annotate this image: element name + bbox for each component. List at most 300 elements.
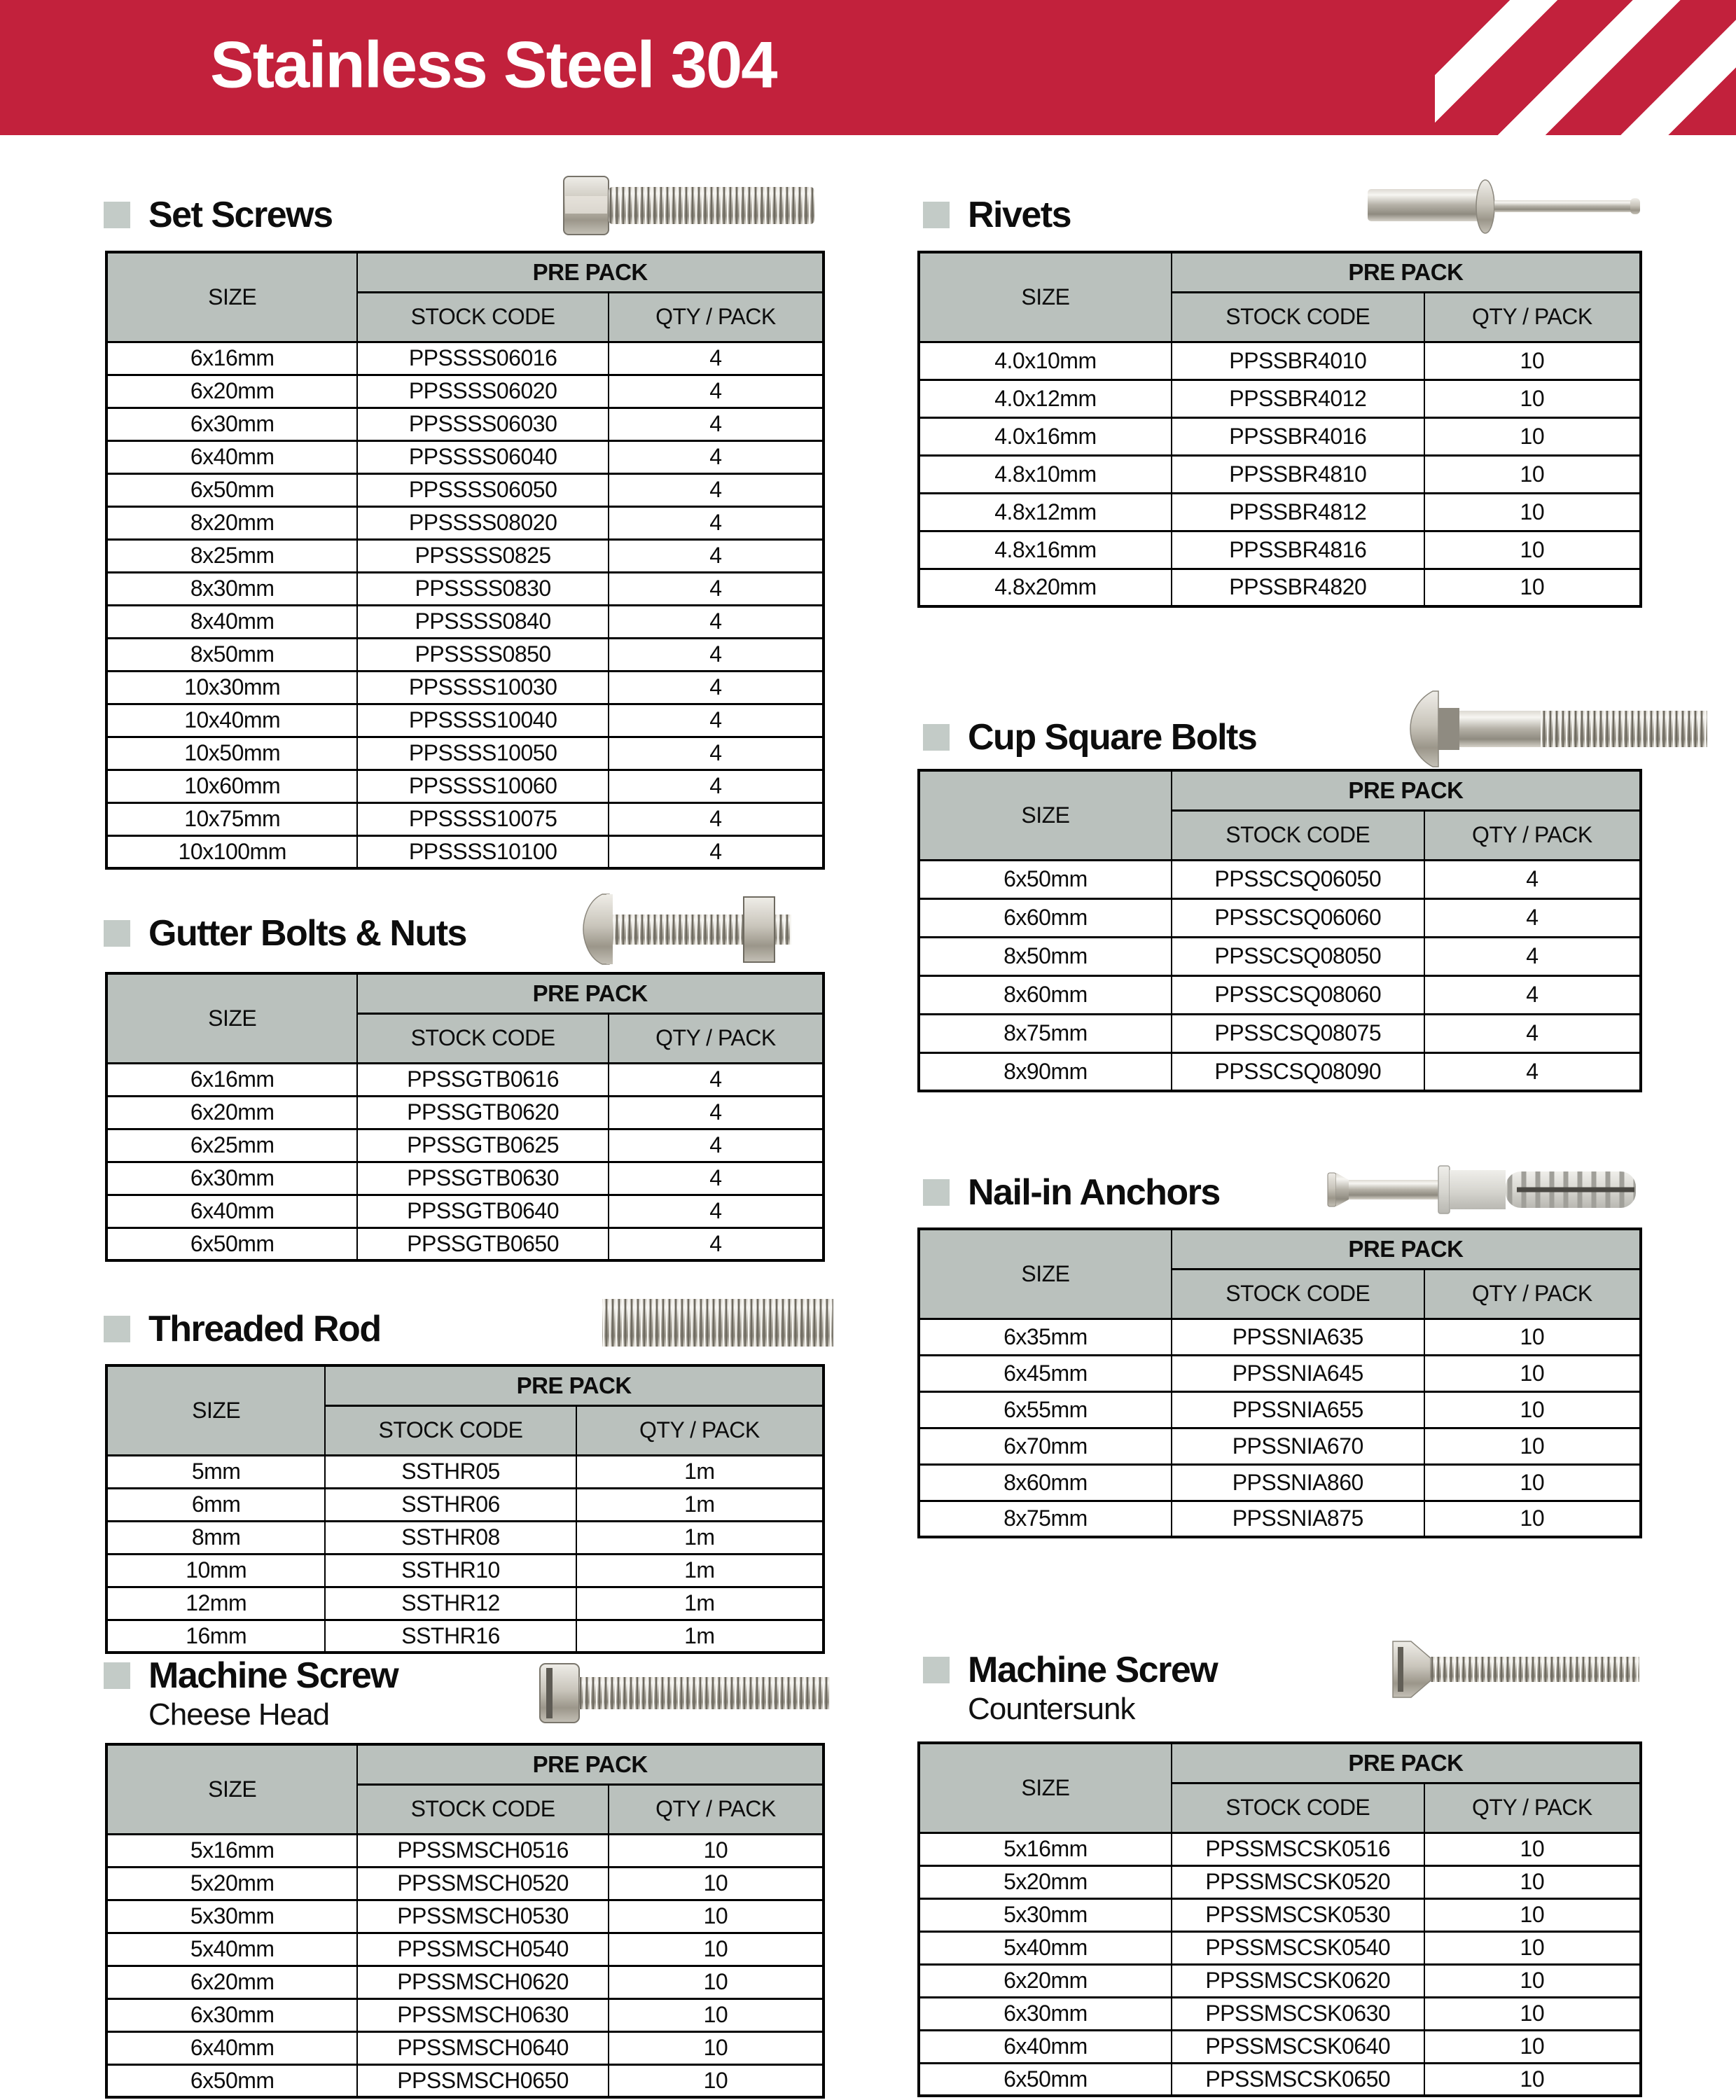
- table-cell: 6x50mm: [106, 473, 357, 506]
- table-cell: PPSSSS0840: [357, 605, 608, 638]
- table-cell: 4: [609, 408, 824, 440]
- table-cell: 10: [1424, 1931, 1641, 1964]
- table-cell: PPSSGTB0620: [357, 1096, 608, 1129]
- col-header-size: SIZE: [919, 770, 1172, 860]
- table-row: [106, 802, 824, 835]
- table-cell: PPSSBR4816: [1172, 531, 1424, 569]
- table-cell: 10: [1424, 2030, 1641, 2063]
- table-row: [919, 898, 1641, 937]
- table-cell: PPSSGTB0630: [357, 1162, 608, 1195]
- table-cell: PPSSBR4016: [1172, 417, 1424, 455]
- gutter-bolts-table: [105, 972, 825, 1262]
- col-header-qty-pack: QTY / PACK: [1424, 810, 1641, 860]
- table-cell: PPSSNIA635: [1172, 1319, 1424, 1355]
- table-cell: 6x45mm: [919, 1355, 1172, 1391]
- hex-set-screw-photo: [562, 172, 818, 239]
- table-cell: 8x60mm: [919, 1464, 1172, 1501]
- section-title: Rivets: [968, 195, 1071, 235]
- table-cell: 4: [609, 1129, 824, 1162]
- table-cell: 8mm: [106, 1521, 325, 1554]
- table-head: [919, 770, 1641, 860]
- table-cell: 4: [609, 1096, 824, 1129]
- table-cell: PPSSCSQ08090: [1172, 1052, 1424, 1091]
- table-cell: 10x60mm: [106, 770, 357, 802]
- table-cell: 6x20mm: [919, 1964, 1172, 1997]
- section-bullet-icon: [923, 724, 950, 751]
- table-cell: 10: [1424, 2063, 1641, 2096]
- table-cell: SSTHR10: [325, 1554, 576, 1587]
- table-cell: 4: [609, 1162, 824, 1195]
- table-cell: 6mm: [106, 1488, 325, 1521]
- table-cell: 10x40mm: [106, 704, 357, 737]
- table-cell: 5x16mm: [106, 1834, 357, 1867]
- col-header-prepack: PRE PACK: [357, 1744, 824, 1784]
- table-cell: PPSSSS06020: [357, 375, 608, 408]
- table-cell: 10: [609, 1900, 824, 1933]
- section-bullet-icon: [923, 1657, 950, 1683]
- table-cell: PPSSNIA655: [1172, 1391, 1424, 1428]
- banner-stripes-decoration: [1435, 0, 1736, 135]
- table-row: [106, 572, 824, 605]
- table-cell: 1m: [576, 1620, 824, 1653]
- table-row: [919, 1464, 1641, 1501]
- table-row: [106, 605, 824, 638]
- col-header-stock-code: STOCK CODE: [1172, 292, 1424, 342]
- table-row: [919, 937, 1641, 975]
- table-cell: 10: [1424, 1391, 1641, 1428]
- table-cell: 1m: [576, 1488, 824, 1521]
- table-cell: 4.8x16mm: [919, 531, 1172, 569]
- table-row: [106, 539, 824, 572]
- table-row: [106, 1933, 824, 1966]
- table-cell: 6x60mm: [919, 898, 1172, 937]
- col-header-prepack: PRE PACK: [1172, 770, 1641, 810]
- table-cell: 4.0x10mm: [919, 342, 1172, 380]
- table-cell: PPSSGTB0625: [357, 1129, 608, 1162]
- table-row: [106, 1228, 824, 1260]
- table-cell: 4: [609, 1228, 824, 1260]
- col-header-prepack: PRE PACK: [1172, 1229, 1641, 1269]
- section-machine-screw-countersunk: [917, 1649, 1642, 2097]
- rivet-photo: [1362, 179, 1642, 234]
- table-cell: PPSSSS10060: [357, 770, 608, 802]
- table-cell: PPSSMSCH0520: [357, 1867, 608, 1900]
- table-row: [106, 671, 824, 704]
- table-cell: 4.8x12mm: [919, 493, 1172, 531]
- table-body: [919, 1319, 1641, 1537]
- table-row: [106, 1966, 824, 1998]
- gutter-bolt-photo: [581, 893, 805, 966]
- table-row: [106, 1488, 824, 1521]
- table-cell: 6x40mm: [106, 2031, 357, 2064]
- section-title: Nail-in Anchors: [968, 1172, 1220, 1213]
- table-cell: 4: [609, 835, 824, 868]
- table-row: [919, 1501, 1641, 1537]
- table-cell: PPSSNIA875: [1172, 1501, 1424, 1537]
- table-cell: PPSSSS10040: [357, 704, 608, 737]
- col-header-qty-pack: QTY / PACK: [609, 292, 824, 342]
- table-cell: PPSSNIA645: [1172, 1355, 1424, 1391]
- table-cell: 10x100mm: [106, 835, 357, 868]
- table-cell: PPSSMSCSK0540: [1172, 1931, 1424, 1964]
- table-row: [919, 380, 1641, 417]
- table-cell: SSTHR16: [325, 1620, 576, 1653]
- table-row: [106, 1162, 824, 1195]
- col-header-stock-code: STOCK CODE: [357, 292, 608, 342]
- table-cell: 4: [609, 506, 824, 539]
- table-row: [919, 1014, 1641, 1052]
- table-cell: 12mm: [106, 1587, 325, 1620]
- table-head: [106, 252, 824, 342]
- table-cell: 1m: [576, 1455, 824, 1488]
- page-title: Stainless Steel 304: [210, 27, 777, 102]
- table-row: [919, 860, 1641, 898]
- col-header-qty-pack: QTY / PACK: [1424, 1269, 1641, 1319]
- section-title: Machine Screw: [148, 1655, 398, 1696]
- table-cell: 4: [1424, 898, 1641, 937]
- table-cell: PPSSSS10075: [357, 802, 608, 835]
- table-head: [106, 973, 824, 1063]
- table-row: [106, 473, 824, 506]
- table-cell: SSTHR06: [325, 1488, 576, 1521]
- table-cell: PPSSCSQ08060: [1172, 975, 1424, 1014]
- table-row: [106, 1554, 824, 1587]
- table-cell: 8x50mm: [106, 638, 357, 671]
- table-cell: PPSSSS08020: [357, 506, 608, 539]
- table-row: [106, 506, 824, 539]
- col-header-qty-pack: QTY / PACK: [609, 1784, 824, 1834]
- table-cell: PPSSGTB0616: [357, 1063, 608, 1096]
- col-header-size: SIZE: [106, 1744, 357, 1834]
- table-cell: PPSSSS06030: [357, 408, 608, 440]
- table-cell: 5x30mm: [919, 1898, 1172, 1931]
- table-body: [106, 1063, 824, 1260]
- table-cell: 10x50mm: [106, 737, 357, 770]
- table-cell: 6x20mm: [106, 1966, 357, 1998]
- table-cell: 6x40mm: [106, 1195, 357, 1228]
- table-cell: PPSSCSQ06050: [1172, 860, 1424, 898]
- table-cell: 1m: [576, 1521, 824, 1554]
- table-row: [919, 1997, 1641, 2030]
- col-header-prepack: PRE PACK: [325, 1365, 824, 1405]
- table-cell: SSTHR12: [325, 1587, 576, 1620]
- table-cell: 4: [609, 1063, 824, 1096]
- section-threaded-rod: [98, 1308, 825, 1654]
- table-row: [106, 1063, 824, 1096]
- table-cell: 10: [1424, 380, 1641, 417]
- table-cell: 6x50mm: [919, 860, 1172, 898]
- table-row: [919, 2063, 1641, 2096]
- col-header-stock-code: STOCK CODE: [325, 1405, 576, 1455]
- table-cell: PPSSCSQ08075: [1172, 1014, 1424, 1052]
- section-subtitle: Cheese Head: [148, 1697, 330, 1732]
- table-cell: 4: [609, 770, 824, 802]
- table-cell: 5x40mm: [919, 1931, 1172, 1964]
- table-row: [919, 455, 1641, 493]
- col-header-qty-pack: QTY / PACK: [576, 1405, 824, 1455]
- table-cell: 6x20mm: [106, 375, 357, 408]
- table-body: [919, 860, 1641, 1091]
- table-cell: 8x30mm: [106, 572, 357, 605]
- table-cell: 10mm: [106, 1554, 325, 1587]
- table-cell: 10: [1424, 455, 1641, 493]
- table-cell: 4: [1424, 1052, 1641, 1091]
- table-cell: 10: [1424, 342, 1641, 380]
- section-gutter-bolts-nuts: [98, 912, 825, 1262]
- col-header-size: SIZE: [106, 973, 357, 1063]
- table-cell: PPSSMSCSK0630: [1172, 1997, 1424, 2030]
- table-cell: 6x55mm: [919, 1391, 1172, 1428]
- table-row: [106, 1195, 824, 1228]
- table-cell: PPSSSS0850: [357, 638, 608, 671]
- col-header-size: SIZE: [919, 252, 1172, 342]
- table-cell: 10: [609, 1966, 824, 1998]
- table-row: [106, 1998, 824, 2031]
- table-cell: PPSSBR4820: [1172, 569, 1424, 606]
- table-cell: PPSSGTB0650: [357, 1228, 608, 1260]
- table-cell: 10: [609, 1933, 824, 1966]
- table-cell: SSTHR08: [325, 1521, 576, 1554]
- set-screws-table: [105, 251, 825, 870]
- table-cell: 10: [1424, 1464, 1641, 1501]
- table-cell: 10: [609, 1998, 824, 2031]
- table-cell: SSTHR05: [325, 1455, 576, 1488]
- table-cell: 4.8x20mm: [919, 569, 1172, 606]
- table-cell: 5mm: [106, 1455, 325, 1488]
- table-cell: 6x30mm: [919, 1997, 1172, 2030]
- table-row: [106, 835, 824, 868]
- col-header-stock-code: STOCK CODE: [1172, 1783, 1424, 1833]
- section-title: Cup Square Bolts: [968, 717, 1257, 758]
- table-cell: 4: [1424, 1014, 1641, 1052]
- table-cell: 5x40mm: [106, 1933, 357, 1966]
- table-row: [106, 1587, 824, 1620]
- table-cell: 4: [609, 1195, 824, 1228]
- table-cell: 6x16mm: [106, 342, 357, 375]
- table-cell: 6x30mm: [106, 1998, 357, 2031]
- table-cell: 4: [609, 572, 824, 605]
- table-cell: PPSSBR4810: [1172, 455, 1424, 493]
- table-cell: 4: [609, 704, 824, 737]
- table-cell: 4: [609, 737, 824, 770]
- table-cell: PPSSMSCH0640: [357, 2031, 608, 2064]
- col-header-stock-code: STOCK CODE: [1172, 1269, 1424, 1319]
- section-bullet-icon: [104, 920, 130, 947]
- table-row: [919, 975, 1641, 1014]
- threaded-rod-table: [105, 1364, 825, 1654]
- table-cell: PPSSSS0830: [357, 572, 608, 605]
- table-cell: PPSSBR4010: [1172, 342, 1424, 380]
- table-cell: 5x16mm: [919, 1833, 1172, 1865]
- cup-square-bolts-table: [917, 769, 1642, 1092]
- table-cell: PPSSMSCH0530: [357, 1900, 608, 1933]
- table-cell: 4: [609, 539, 824, 572]
- table-cell: 8x25mm: [106, 539, 357, 572]
- table-cell: PPSSBR4812: [1172, 493, 1424, 531]
- table-cell: 4: [609, 473, 824, 506]
- table-row: [106, 375, 824, 408]
- table-cell: PPSSMSCH0516: [357, 1834, 608, 1867]
- cup-square-bolt-photo: [1408, 690, 1709, 768]
- col-header-prepack: PRE PACK: [357, 973, 824, 1013]
- section-rivets: [917, 194, 1642, 608]
- table-row: [106, 1455, 824, 1488]
- col-header-size: SIZE: [106, 252, 357, 342]
- table-cell: 6x40mm: [106, 440, 357, 473]
- nail-in-anchor-photo: [1321, 1159, 1646, 1221]
- table-head: [919, 252, 1641, 342]
- table-cell: 5x30mm: [106, 1900, 357, 1933]
- table-cell: 10: [609, 1834, 824, 1867]
- table-row: [106, 2031, 824, 2064]
- table-cell: 8x20mm: [106, 506, 357, 539]
- section-set-screws: [98, 194, 825, 870]
- rivets-table: [917, 251, 1642, 608]
- table-cell: 10: [1424, 493, 1641, 531]
- table-cell: 4: [609, 671, 824, 704]
- table-body: [106, 1455, 824, 1653]
- section-bullet-icon: [923, 1179, 950, 1206]
- table-cell: 4: [609, 605, 824, 638]
- table-cell: PPSSMSCSK0520: [1172, 1865, 1424, 1898]
- section-subtitle: Countersunk: [968, 1692, 1135, 1726]
- nail-in-anchors-table: [917, 1228, 1642, 1538]
- table-cell: 8x75mm: [919, 1014, 1172, 1052]
- table-row: [919, 1319, 1641, 1355]
- table-cell: 10: [1424, 1997, 1641, 2030]
- section-title: Gutter Bolts & Nuts: [148, 913, 466, 954]
- table-cell: 5x20mm: [106, 1867, 357, 1900]
- table-cell: 10: [1424, 1428, 1641, 1464]
- table-cell: 4.0x16mm: [919, 417, 1172, 455]
- table-cell: 8x40mm: [106, 605, 357, 638]
- col-header-qty-pack: QTY / PACK: [1424, 292, 1641, 342]
- table-row: [106, 1834, 824, 1867]
- table-cell: 6x50mm: [106, 2064, 357, 2097]
- table-body: [106, 342, 824, 868]
- table-row: [106, 1096, 824, 1129]
- table-head: [919, 1229, 1641, 1319]
- table-row: [919, 1865, 1641, 1898]
- table-cell: 10: [1424, 569, 1641, 606]
- table-cell: 10: [1424, 1319, 1641, 1355]
- table-cell: 6x70mm: [919, 1428, 1172, 1464]
- table-cell: 6x50mm: [106, 1228, 357, 1260]
- table-row: [919, 342, 1641, 380]
- table-row: [106, 638, 824, 671]
- col-header-prepack: PRE PACK: [357, 252, 824, 292]
- table-cell: 8x90mm: [919, 1052, 1172, 1091]
- table-row: [106, 440, 824, 473]
- table-row: [919, 569, 1641, 606]
- section-cup-square-bolts: [917, 716, 1642, 1092]
- table-cell: PPSSSS10030: [357, 671, 608, 704]
- table-cell: PPSSMSCSK0620: [1172, 1964, 1424, 1997]
- table-cell: 4: [1424, 937, 1641, 975]
- table-cell: PPSSSS10050: [357, 737, 608, 770]
- table-cell: 16mm: [106, 1620, 325, 1653]
- table-cell: PPSSMSCSK0516: [1172, 1833, 1424, 1865]
- section-bullet-icon: [104, 202, 130, 228]
- section-nail-in-anchors: [917, 1171, 1642, 1538]
- col-header-size: SIZE: [919, 1743, 1172, 1833]
- table-row: [106, 2064, 824, 2097]
- table-cell: 10: [1424, 417, 1641, 455]
- table-cell: PPSSNIA860: [1172, 1464, 1424, 1501]
- table-body: [919, 1833, 1641, 2096]
- table-cell: PPSSCSQ06060: [1172, 898, 1424, 937]
- table-body: [106, 1834, 824, 2097]
- table-cell: 4: [1424, 860, 1641, 898]
- table-row: [106, 1900, 824, 1933]
- cheese-head-screw-photo: [539, 1660, 833, 1726]
- section-bullet-icon: [104, 1316, 130, 1342]
- table-row: [106, 1129, 824, 1162]
- table-cell: PPSSMSCH0540: [357, 1933, 608, 1966]
- table-cell: 8x60mm: [919, 975, 1172, 1014]
- table-cell: 10: [1424, 1964, 1641, 1997]
- table-row: [919, 1931, 1641, 1964]
- table-cell: PPSSGTB0640: [357, 1195, 608, 1228]
- table-cell: 10: [609, 2064, 824, 2097]
- table-cell: 8x75mm: [919, 1501, 1172, 1537]
- table-cell: PPSSBR4012: [1172, 380, 1424, 417]
- col-header-prepack: PRE PACK: [1172, 1743, 1641, 1783]
- table-row: [919, 531, 1641, 569]
- col-header-prepack: PRE PACK: [1172, 252, 1641, 292]
- table-cell: 6x30mm: [106, 408, 357, 440]
- table-cell: 4: [609, 802, 824, 835]
- table-cell: 10: [609, 1867, 824, 1900]
- page-banner: [0, 0, 1736, 135]
- table-cell: 4: [609, 342, 824, 375]
- table-cell: PPSSMSCH0650: [357, 2064, 608, 2097]
- table-row: [919, 417, 1641, 455]
- table-cell: 10x75mm: [106, 802, 357, 835]
- table-row: [919, 1428, 1641, 1464]
- table-row: [919, 1898, 1641, 1931]
- table-cell: 1m: [576, 1554, 824, 1587]
- table-cell: 8x50mm: [919, 937, 1172, 975]
- table-row: [106, 770, 824, 802]
- col-header-size: SIZE: [919, 1229, 1172, 1319]
- table-row: [106, 704, 824, 737]
- table-cell: 10: [1424, 1833, 1641, 1865]
- table-row: [919, 1964, 1641, 1997]
- table-cell: 10: [1424, 1898, 1641, 1931]
- table-body: [919, 342, 1641, 606]
- col-header-qty-pack: QTY / PACK: [609, 1013, 824, 1063]
- table-cell: 4: [1424, 975, 1641, 1014]
- table-row: [919, 1833, 1641, 1865]
- table-cell: PPSSMSCSK0640: [1172, 2030, 1424, 2063]
- table-row: [106, 737, 824, 770]
- table-cell: PPSSMSCSK0530: [1172, 1898, 1424, 1931]
- table-row: [919, 1355, 1641, 1391]
- section-bullet-icon: [104, 1662, 130, 1689]
- col-header-size: SIZE: [106, 1365, 325, 1455]
- col-header-stock-code: STOCK CODE: [357, 1013, 608, 1063]
- table-row: [106, 408, 824, 440]
- table-cell: PPSSMSCSK0650: [1172, 2063, 1424, 2096]
- table-cell: 6x50mm: [919, 2063, 1172, 2096]
- table-cell: 4: [609, 638, 824, 671]
- table-row: [919, 2030, 1641, 2063]
- table-row: [106, 342, 824, 375]
- table-head: [106, 1744, 824, 1834]
- table-cell: 10: [1424, 1355, 1641, 1391]
- table-cell: 1m: [576, 1587, 824, 1620]
